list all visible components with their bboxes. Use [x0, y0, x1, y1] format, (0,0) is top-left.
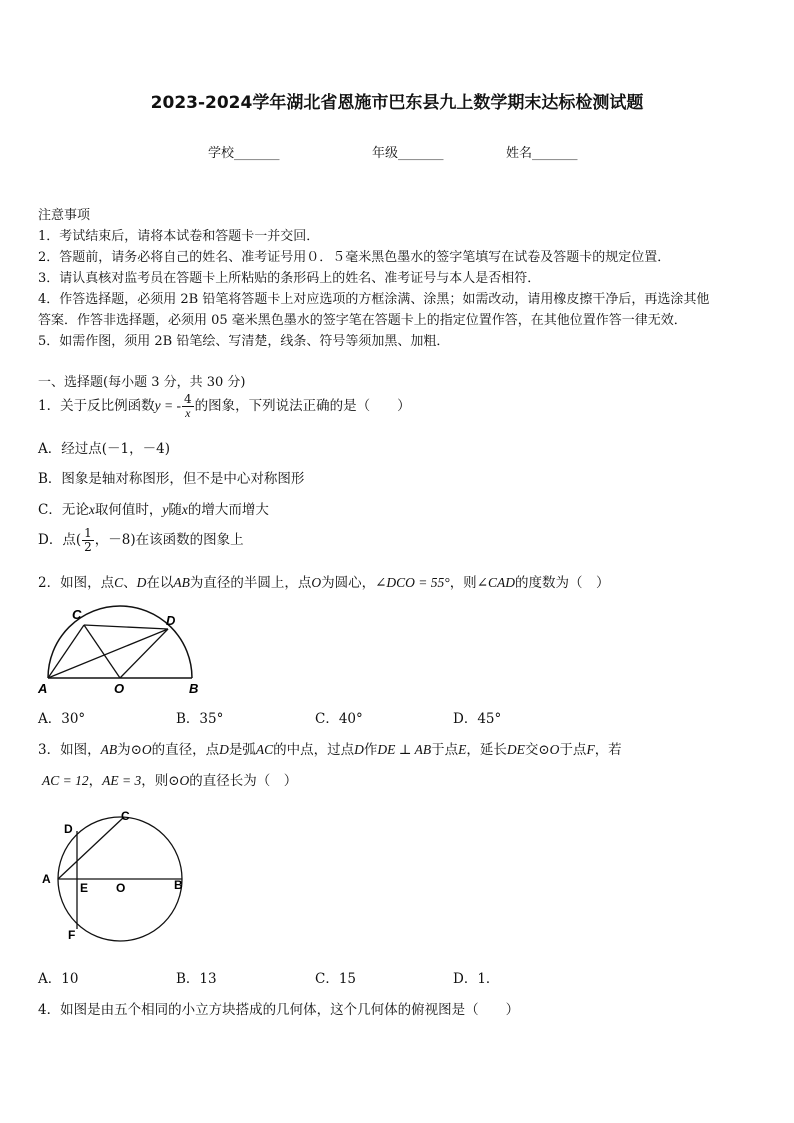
q3-perp: DE ⊥ AB: [377, 742, 432, 757]
notice-item: 2．答题前，请务必将自己的姓名、准考证号用０．５毫米黑色墨水的签字笔填写在试卷及答题卡的规定位置．: [38, 250, 671, 265]
q2-seg-od: [120, 629, 168, 678]
q3-label-a: A: [42, 872, 51, 886]
q3-ask: 的直径长为（ ）: [189, 773, 298, 789]
q3-de: DE: [506, 742, 525, 757]
q1c-x2: x: [181, 502, 188, 517]
q1-option-b: B．图象是轴对称图形，但不是中心对称图形: [38, 471, 305, 487]
q2-seg-cd: [84, 625, 168, 629]
q2-d-text: 为圆心，: [321, 575, 376, 591]
question-3-line1: [38, 738, 622, 758]
q3-h-text: ，延长: [466, 742, 507, 758]
q1-frac-den: x: [185, 406, 191, 420]
q1-option-c: [38, 498, 269, 518]
q1-option-d: [38, 527, 244, 554]
q1-fraction: [182, 393, 194, 420]
q2-e-text: ，则: [449, 575, 477, 591]
q3-circle-figure: [36, 805, 196, 945]
question-3-line2: [42, 769, 297, 789]
q2-angle: ∠DCO = 55°: [375, 575, 450, 590]
page-title: 2023-2024学年湖北省恩施市巴东县九上数学期末达标检测试题: [150, 93, 644, 113]
q3-j-text: 于点: [559, 742, 587, 758]
q3-circle2: ⊙O: [538, 742, 560, 757]
q2-o: O: [311, 575, 322, 590]
q2-option-d: D．45°: [453, 711, 502, 727]
q2-angle2: ∠CAD: [476, 575, 515, 590]
q1c-mid: 取何值时，: [94, 502, 163, 518]
q3-ab: AB: [100, 742, 118, 757]
q3-ae-val: AE = 3: [102, 773, 142, 788]
q3-i-text: 交: [524, 742, 539, 758]
q3-label-d: D: [64, 822, 73, 836]
q1-suffix: 的图象，下列说法正确的是（ ）: [194, 398, 411, 414]
q2-option-c: C．40°: [315, 711, 363, 727]
q1d-num: 1: [84, 526, 92, 540]
q3-label-c: C: [121, 809, 130, 823]
notice-item: 3．请认真核对监考员在答题卡上所粘贴的条形码上的姓名、准考证号与本人是否相符．: [38, 271, 541, 286]
q2-b: 在以: [146, 575, 174, 591]
q1d-fraction: [82, 527, 94, 554]
q3-d-text: 是弧: [228, 742, 256, 758]
q2-label-o: O: [114, 681, 125, 696]
question-2: [38, 571, 610, 591]
q1c-mid2: 随: [168, 502, 182, 518]
question-1: [38, 393, 411, 420]
q2-c-text: 为直径的半圆上，点: [189, 575, 312, 591]
q1-option-a: A．经过点(－1，－4): [38, 441, 170, 457]
q3-d2: D: [354, 742, 364, 757]
q3-ac-val: AC = 12: [42, 773, 89, 788]
q1c-x: x: [88, 502, 95, 517]
q2-semicircle-figure: [36, 605, 211, 697]
section-heading: 一、选择题(每小题 3 分，共 30 分): [38, 375, 246, 390]
q3-e-text: 的中点，过点: [273, 742, 355, 758]
q3-circle1: ⊙O: [130, 742, 152, 757]
q3-d: D: [219, 742, 229, 757]
q2-d: D: [136, 575, 147, 590]
q3-e: E: [458, 742, 467, 757]
q3-option-d: D．1．: [453, 971, 500, 987]
q2-sep: 、: [123, 575, 137, 591]
notice-item: 1．考试结束后，请将本试卷和答题卡一并交回．: [38, 229, 320, 244]
q3-a: 3．如图，: [38, 742, 101, 758]
q3-label-e: E: [80, 881, 89, 895]
notice-item: 4．作答选择题，必须用 2B 铅笔将答题卡上对应选项的方框涂满、涂黑；如需改动，请用橡皮擦干净后，再选涂其他: [38, 292, 710, 307]
q2-ab: AB: [173, 575, 190, 590]
q3-g-text: 于点: [431, 742, 459, 758]
question-4: 4．如图是由五个相同的小立方块搭成的几何体，这个几何体的俯视图是（ ）: [38, 1002, 520, 1018]
q2-option-a: A．30°: [38, 711, 86, 727]
q1c-y: y: [162, 502, 169, 517]
q2-f-text: 的度数为（ ）: [515, 575, 610, 591]
name-field: 姓名_______: [506, 146, 578, 161]
notice-item: 答案．作答非选择题，必须用 05 毫米黑色墨水的签字笔在答题卡上的指定位置作答，在其他位置作答一律无效．: [38, 313, 687, 328]
q3-option-a: A．10: [38, 971, 79, 987]
q3-then: ，则: [141, 773, 169, 789]
q3-circle3: ⊙O: [168, 773, 190, 788]
q1d-end: ，－8)在该函数的图象上: [94, 532, 244, 548]
q2-a: 2．如图，点: [38, 575, 115, 591]
q3-label-f: F: [68, 928, 76, 942]
notice-item: 5．如需作图，须用 2B 铅笔绘、写清楚，线条、符号等须加黑、加粗．: [38, 334, 450, 349]
q1d-den: 2: [84, 540, 92, 554]
q1c-end: 的增大而增大: [187, 502, 269, 518]
q1-frac-num: 4: [183, 392, 192, 406]
q1c-pre: C．无论: [38, 502, 89, 518]
q2-label-d: D: [166, 613, 176, 628]
q1-prefix: 1．关于反比例函数: [38, 398, 155, 414]
grade-field: 年级_______: [372, 146, 444, 161]
q3-option-b: B．13: [176, 971, 217, 987]
q2-label-a: A: [38, 681, 48, 696]
q3-f: F: [586, 742, 595, 757]
q2-c: C: [114, 575, 124, 590]
q3-label-b: B: [174, 878, 183, 892]
q3-option-c: C．15: [315, 971, 357, 987]
q3-k-text: ，若: [594, 742, 622, 758]
school-field: 学校_______: [208, 146, 280, 161]
q1d-pre: D．点(: [38, 532, 82, 548]
q3-c: 的直径，点: [151, 742, 220, 758]
q3-label-o: O: [116, 881, 126, 895]
q3-comma: ，: [88, 773, 103, 789]
q2-label-c: C: [72, 607, 82, 622]
q3-ac: AC: [255, 742, 274, 757]
q2-option-b: B．35°: [176, 711, 224, 727]
q2-seg-ad: [48, 629, 168, 678]
q3-f-text: 作: [363, 742, 378, 758]
q3-b: 为: [117, 742, 131, 758]
q2-label-b: B: [189, 681, 199, 696]
q1-func: y = -: [154, 398, 181, 413]
notice-heading: 注意事项: [38, 208, 91, 223]
